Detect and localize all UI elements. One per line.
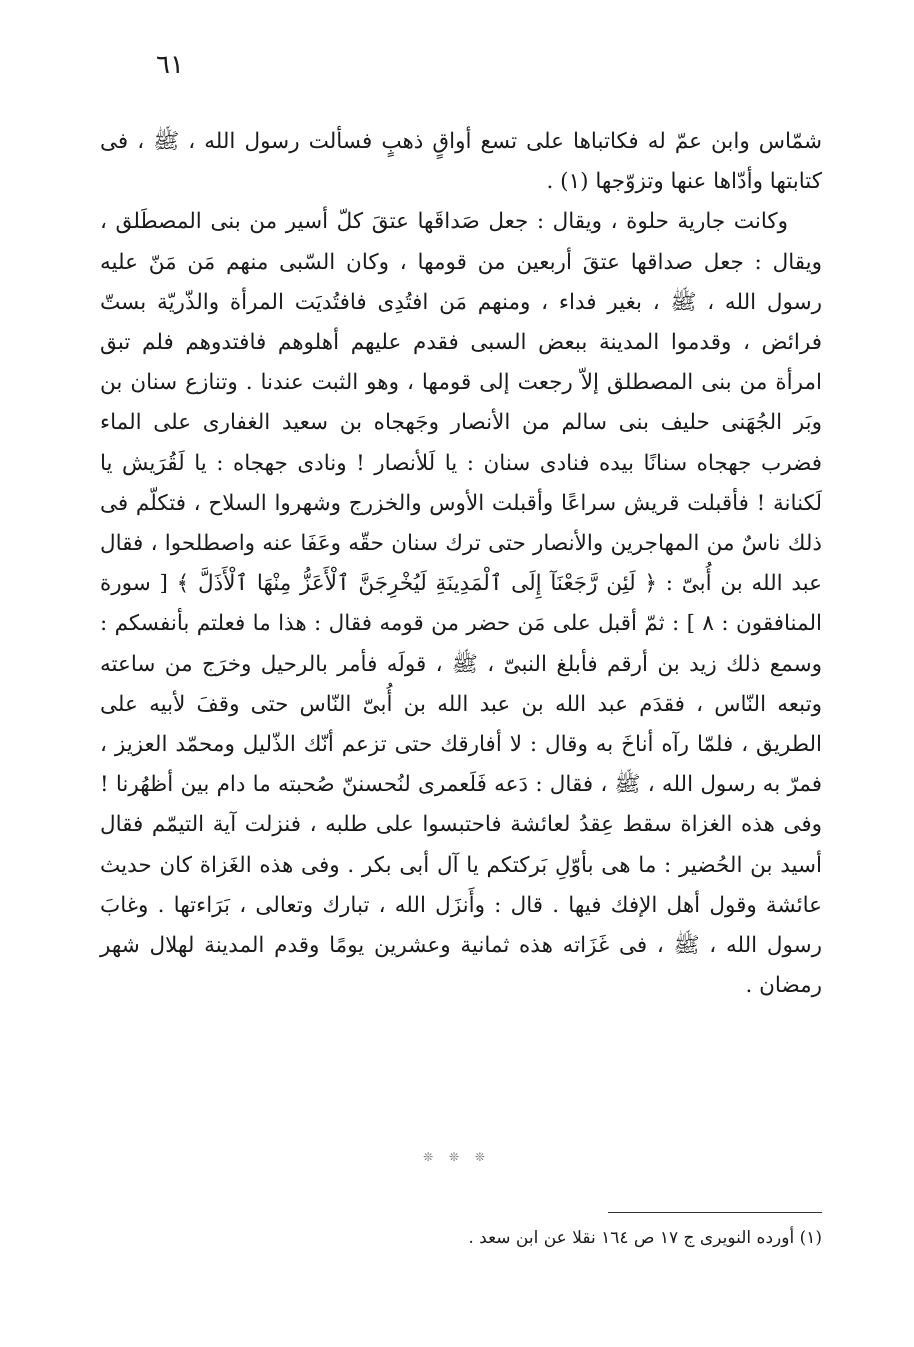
- main-text: [100, 122, 822, 1006]
- paragraph-1: شمّاس وابن عمّ له فكاتباها على تسع أواقٍ ذهبٍ فسألت رسول الله ، ﷺ ، فى كتابتها وأدّاها عنها وتزوّجها (١) .: [100, 129, 822, 195]
- page-number: ٦١: [156, 50, 184, 80]
- paragraph-2: وكانت جارية حلوة ، ويقال : جعل صَداقَها عتقَ كلّ أسير من بنى المصطَلق ، ويقال : جعل صداقها عتقَ أربعين من قومها ، وكان السّبى منهم مَن مَنّ عليه رسول الله ، ﷺ ، بغير فداء ، ومنهم مَن افتُدِى فافتُديَت المرأة والذّريّة بستّ فرائض ، وقدموا المدينة ببعض السبى فقدم عليهم أهلوهم فافتدوهم فلم تبق امرأة من بنى المصطلق إلاّ رجعت إلى قومها ، وهو الثبت عندنا . وتنازع سنان بن وبَر الجُهَنى حليف بنى سالم من الأنصار وجَهجاه بن سعيد الغفارى على الماء فضرب جهجاه سنانًا بيده فنادى سنان : يا لَلأنصار ! ونادى جهجاه : يا لَقُرَيش يا لَكنانة ! فأقبلت قريش سراعًا وأقبلت الأوس والخزرج وشهروا السلاح ، فتكلّم فى ذلك ناسٌ من المهاجرين والأنصار حتى ترك سنان حقّه وعَفَا عنه واصطلحوا ، فقال عبد الله بن أُبىّ : ﴿ لَئِن رَّجَعْنَآ إِلَى ٱلْمَدِينَةِ لَيُخْرِجَنَّ ٱلْأَعَزُّ مِنْهَا ٱلْأَذَلَّ ﴾ [ سورة المنافقون : ٨ ] : ثمّ أقبل على مَن حضر من قومه فقال : هذا ما فعلتم بأنفسكم : وسمع ذلك زيد بن أرقم فأبلغ النبىّ ، ﷺ ، قولَه فأمر بالرحيل وخرَج من ساعته وتبعه النّاس ، فقدَم عبد الله بن عبد الله بن أُبىّ النّاس حتى وقفَ لأبيه على الطريق ، فلمّا رآه أناخَ به وقال : لا أفارقك حتى تزعم أنّك الذّليل ومحمّد العزيز ، فمرّ به رسول الله ، ﷺ ، فقال : دَعه فَلَعمرى لنُحسننّ صُحبته ما دام بين أظهُرنا ! وفى هذه الغزاة سقط عِقدُ لعائشة فاحتبسوا على طلبه ، فنزلت آية التيمّم فقال أسيد بن الحُضير : ما هى بأوّلِ بَركتكم يا آل أبى بكر . وفى هذه الغَزاة كان حديث عائشة وقول أهل الإفك فيها . قال : وأَنزَل الله ، تبارك وتعالى ، بَرَاءتها . وغابَ رسول الله ، ﷺ ، فى غَزَاته هذه ثمانية وعشرين يومًا وقدم المدينة لهلال شهر رمضان .: [100, 209, 822, 999]
- footnote-divider: [608, 1212, 822, 1213]
- footnote: (١) أورده النويرى ج ١٧ ص ١٦٤ نقلا عن ابن سعد .: [468, 1228, 822, 1248]
- section-separator: ❊ ❊ ❊: [423, 1150, 491, 1164]
